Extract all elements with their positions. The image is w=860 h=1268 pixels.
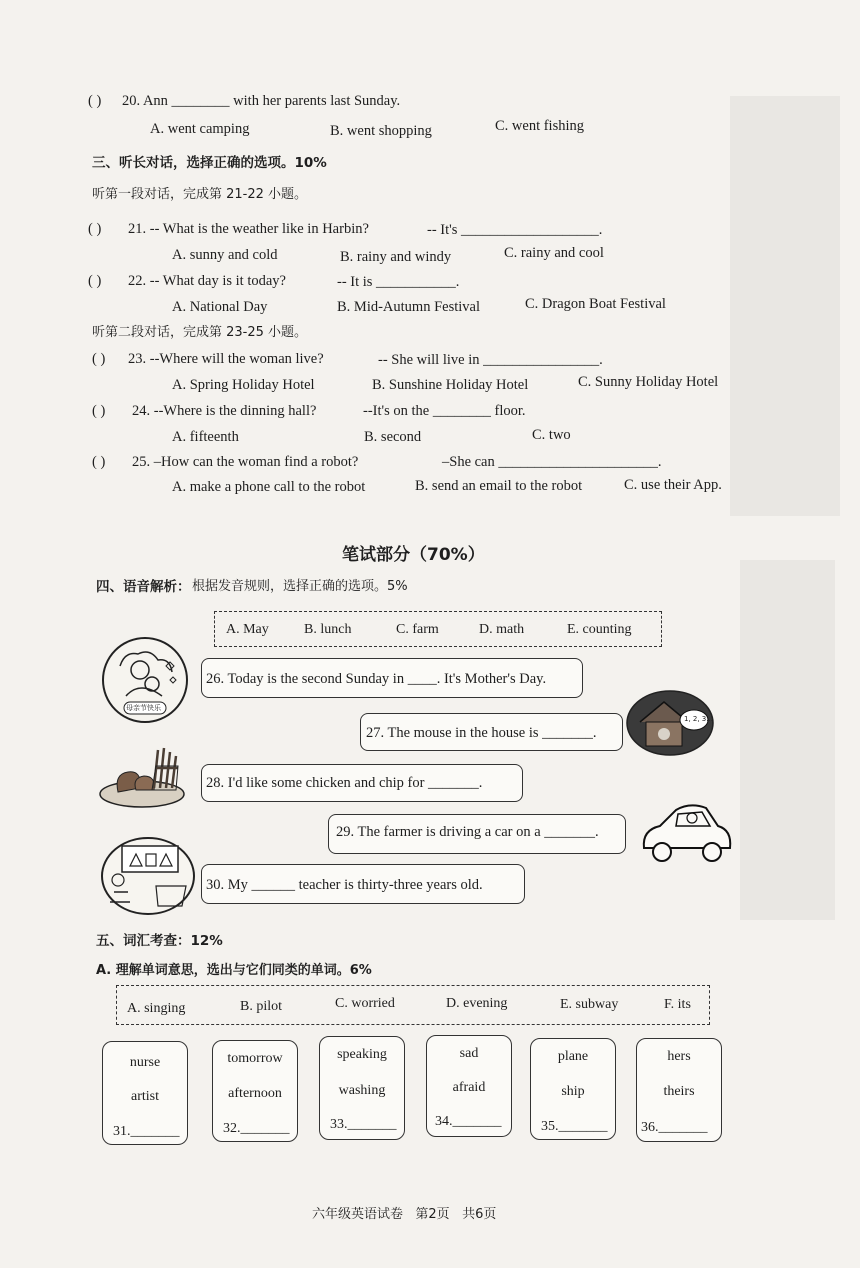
- word-card-32: [212, 1040, 298, 1142]
- word-card-34: [426, 1035, 512, 1137]
- phonics-option-e: E. counting: [567, 622, 632, 637]
- vocab-option-e: E. subway: [560, 997, 619, 1012]
- q24-option-a: A. fifteenth: [172, 429, 239, 445]
- card-word-1: sad: [459, 1046, 479, 1061]
- bleed-through-mark: [740, 560, 835, 920]
- word-card-31: [102, 1041, 188, 1145]
- card-blank[interactable]: 33._______: [330, 1117, 397, 1132]
- q25-stem: 25. –How can the woman find a robot?: [132, 454, 359, 470]
- q23-option-a: A. Spring Holiday Hotel: [172, 377, 315, 393]
- q25-option-c: C. use their App.: [624, 477, 722, 493]
- card-blank[interactable]: 34._______: [435, 1114, 502, 1129]
- mothers-day-picture: [100, 636, 190, 724]
- vocab-option-c: C. worried: [335, 996, 395, 1011]
- card-word-2: artist: [131, 1089, 159, 1104]
- card-word-1: tomorrow: [227, 1051, 283, 1066]
- house-picture-label: 1, 2, 3...: [684, 715, 713, 723]
- phonics-option-c: C. farm: [396, 622, 439, 637]
- classroom-picture: [100, 836, 196, 916]
- q24-option-b: B. second: [364, 429, 422, 445]
- card-word-2: afternoon: [228, 1086, 282, 1101]
- q23-stem: 23. --Where will the woman live?: [128, 351, 324, 367]
- q20-option-a: A. went camping: [150, 121, 250, 137]
- bleed-through-mark: [730, 96, 840, 516]
- card-word-2: washing: [338, 1083, 386, 1098]
- phonics-option-a: A. May: [226, 622, 269, 637]
- q20-stem: 20. Ann ________ with her parents last Sunday.: [122, 93, 401, 109]
- mouse-house-picture: [626, 690, 714, 756]
- word-card-33: [319, 1036, 405, 1140]
- card-word-1: plane: [557, 1049, 589, 1064]
- q22-option-c: C. Dragon Boat Festival: [525, 296, 666, 312]
- q24-option-c: C. two: [532, 427, 571, 443]
- group-2-instruction: 听第二段对话，完成第 23-25 小题。: [92, 325, 308, 340]
- q25-option-b: B. send an email to the robot: [415, 478, 583, 494]
- q25-option-a: A. make a phone call to the robot: [172, 479, 366, 495]
- q21-option-a: A. sunny and cold: [172, 247, 278, 263]
- card-word-1: speaking: [337, 1047, 387, 1062]
- chicken-chips-picture: [98, 744, 188, 810]
- card-word-2: ship: [561, 1084, 585, 1099]
- card-blank[interactable]: 32._______: [223, 1121, 290, 1136]
- q22-option-b: B. Mid-Autumn Festival: [337, 299, 480, 315]
- q21-answer: -- It's ___________________.: [427, 222, 603, 238]
- section-4-instruction: 根据发音规则，选择正确的选项。5%: [192, 579, 408, 594]
- word-card-36: [636, 1038, 722, 1142]
- phonics-option-b: B. lunch: [304, 622, 352, 637]
- answer-paren[interactable]: ( ): [88, 93, 102, 109]
- vocab-options-box: [116, 985, 710, 1025]
- q30-text: 30. My ______ teacher is thirty-three years old.: [206, 877, 483, 893]
- group-1-instruction: 听第一段对话，完成第 21-22 小题。: [92, 187, 308, 202]
- word-card-35: [530, 1038, 616, 1140]
- vocab-option-a: A. singing: [127, 1001, 186, 1016]
- vocab-option-f: F. its: [664, 997, 691, 1012]
- card-word-2: theirs: [663, 1084, 695, 1099]
- page-footer: 六年级英语试卷 第2页 共6页: [312, 1207, 497, 1222]
- q20-option-b: B. went shopping: [330, 123, 432, 139]
- q27-text: 27. The mouse in the house is _______.: [366, 725, 597, 741]
- q25-answer: –She can ______________________.: [442, 454, 662, 470]
- vocab-option-b: B. pilot: [240, 999, 283, 1014]
- section-5-title: 五、词汇考查：12%: [96, 933, 223, 949]
- q29-text: 29. The farmer is driving a car on a _______.: [336, 824, 599, 840]
- answer-paren[interactable]: ( ): [92, 403, 106, 419]
- q22-option-a: A. National Day: [172, 299, 268, 315]
- mothers-day-label: 母亲节快乐: [126, 704, 161, 712]
- q23-answer: -- She will live in ________________.: [378, 352, 603, 368]
- section-5-part-a: A. 理解单词意思，选出与它们同类的单词。6%: [96, 963, 372, 978]
- farmer-car-picture: [636, 796, 736, 868]
- vocab-option-d: D. evening: [446, 996, 508, 1011]
- answer-paren[interactable]: ( ): [92, 454, 106, 470]
- section-3-title: 三、听长对话，选择正确的选项。10%: [92, 155, 327, 171]
- q26-text: 26. Today is the second Sunday in ____. It's Mother's Day.: [206, 671, 547, 687]
- q22-stem: 22. -- What day is it today?: [128, 273, 286, 289]
- card-blank[interactable]: 31._______: [113, 1124, 180, 1139]
- q21-option-b: B. rainy and windy: [340, 249, 452, 265]
- q28-text: 28. I'd like some chicken and chip for _______.: [206, 775, 483, 791]
- q22-answer: -- It is ___________.: [337, 274, 460, 290]
- card-blank[interactable]: 36._______: [641, 1120, 708, 1135]
- phonics-option-d: D. math: [479, 622, 525, 637]
- q21-stem: 21. -- What is the weather like in Harbin?: [128, 221, 369, 237]
- q23-option-c: C. Sunny Holiday Hotel: [578, 374, 719, 390]
- q21-option-c: C. rainy and cool: [504, 245, 604, 261]
- card-word-1: hers: [667, 1049, 691, 1064]
- written-part-title: 笔试部分（70%）: [342, 545, 485, 565]
- answer-paren[interactable]: ( ): [88, 221, 102, 237]
- q24-answer: --It's on the ________ floor.: [363, 403, 526, 419]
- card-word-1: nurse: [129, 1055, 161, 1070]
- answer-paren[interactable]: ( ): [88, 273, 102, 289]
- q23-option-b: B. Sunshine Holiday Hotel: [372, 377, 529, 393]
- q24-stem: 24. --Where is the dinning hall?: [132, 403, 317, 419]
- q20-option-c: C. went fishing: [495, 118, 585, 134]
- card-word-2: afraid: [452, 1080, 486, 1095]
- answer-paren[interactable]: ( ): [92, 351, 106, 367]
- section-4-title: 四、语音解析：: [96, 579, 191, 595]
- card-blank[interactable]: 35._______: [541, 1119, 608, 1134]
